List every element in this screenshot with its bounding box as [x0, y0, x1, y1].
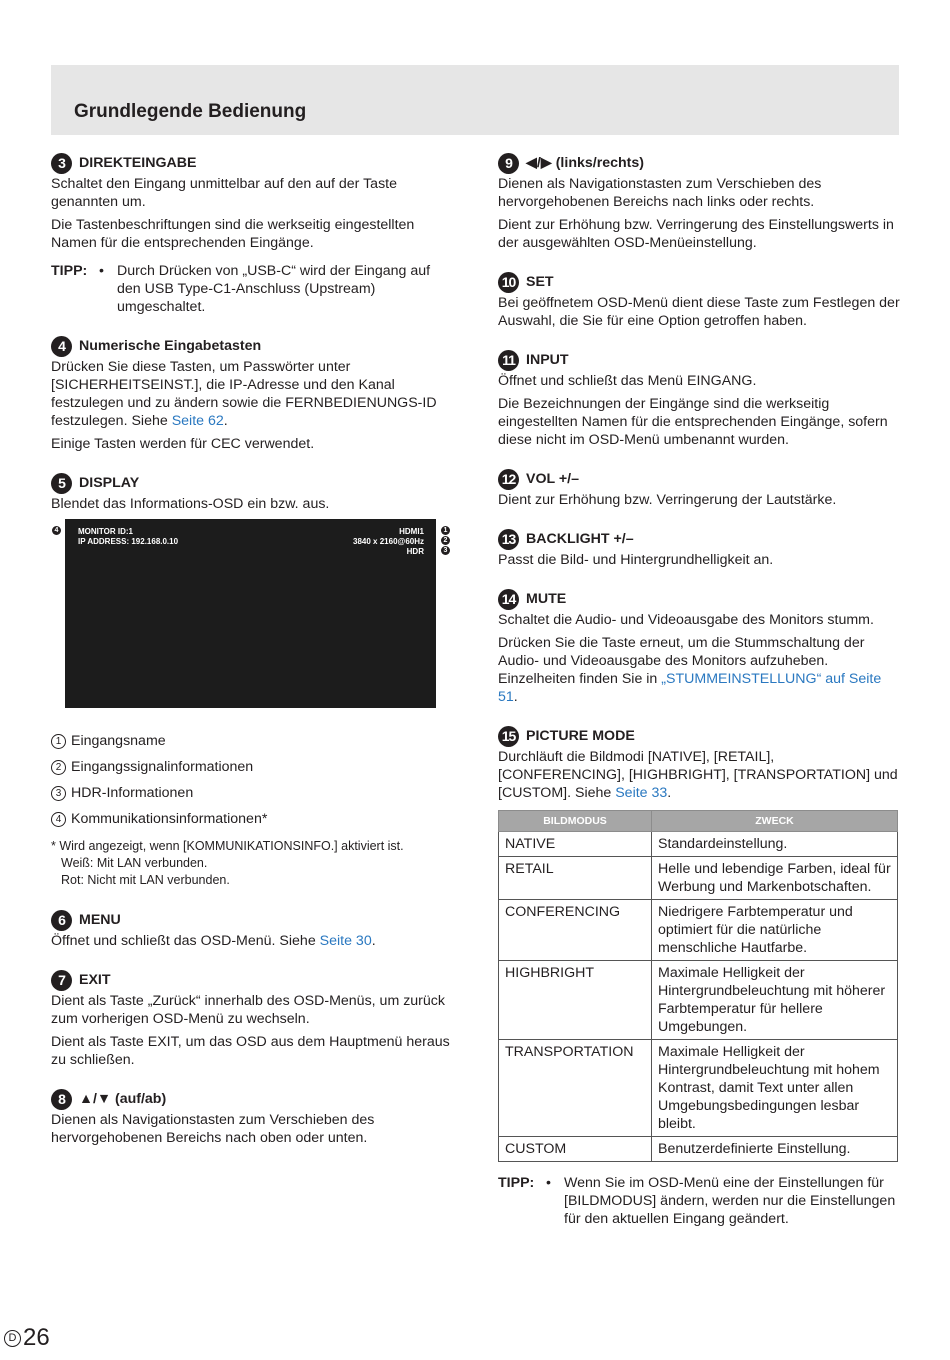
ip-address: IP ADDRESS: 192.168.0.10	[78, 537, 179, 546]
hdr-info: HDR	[406, 547, 424, 556]
text: Drücken Sie diese Tasten, um Passwörter unter [SICHERHEITSEINST.], die IP-Adresse und den Kanal festzulegen und zu ändern sowie die FERNBEDIENUNGS-ID festzulegen. Siehe	[51, 359, 437, 429]
paragraph: Einige Tasten werden für CEC verwendet.	[51, 436, 315, 452]
mode-cell: CUSTOM	[499, 1137, 652, 1162]
section-heading	[498, 528, 900, 550]
section-menu	[51, 909, 451, 950]
column-header: BILDMODUS	[499, 811, 652, 832]
number-badge: 12	[498, 469, 519, 490]
marker-2: 2	[441, 536, 450, 545]
legend-item	[51, 806, 451, 832]
legend-text: Eingangsname	[71, 733, 166, 749]
osd-right-info	[353, 527, 424, 557]
paragraph: Dient zur Erhöhung bzw. Verringerung des Einstellungswerts in der ausgewählten OSD-Menüeinstellung.	[498, 217, 894, 251]
paragraph: Schaltet den Eingang unmittelbar auf den auf der Taste genannten um.	[51, 176, 397, 210]
mode-cell: TRANSPORTATION	[499, 1040, 652, 1137]
section-heading	[498, 271, 900, 293]
page-title: Grundlegende Bedienung	[74, 101, 307, 122]
paragraph: Schaltet die Audio- und Videoausgabe des Monitors stumm.	[498, 612, 874, 628]
legend-text: HDR-Informationen	[71, 785, 194, 801]
section-title: ▲/▼ (auf/ab)	[79, 1091, 167, 1107]
purpose-cell: Maximale Helligkeit der Hintergrundbeleuchtung mit höherer Farbtemperatur für hellere Umgebungen.	[652, 961, 898, 1040]
footnote-line: * Wird angezeigt, wenn [KOMMUNIKATIONSINFO.] aktiviert ist.	[51, 839, 404, 853]
section-heading	[51, 909, 451, 931]
section-heading	[51, 335, 451, 357]
section-title: EXIT	[79, 972, 111, 988]
section-heading	[498, 725, 900, 747]
number-badge: 7	[51, 970, 72, 991]
tip-label: TIPP:	[51, 263, 88, 279]
left-column	[51, 152, 451, 1166]
section-title: SET	[526, 274, 554, 290]
paragraph: Blendet das Informations-OSD ein bzw. aus.	[51, 496, 330, 512]
text: Durchläuft die Bildmodi [NATIVE], [RETAIL], [CONFERENCING], [HIGHBRIGHT], [TRANSPORTATION] und [CUSTOM]. Siehe	[498, 749, 898, 801]
number-badge: 5	[51, 473, 72, 494]
number-badge: 15	[498, 726, 519, 747]
section-heading	[51, 152, 451, 174]
page-link[interactable]: Seite 62	[171, 413, 224, 429]
section-heading	[51, 1088, 451, 1110]
number-badge: 11	[498, 350, 519, 371]
mode-cell: NATIVE	[499, 832, 652, 857]
section-title: INPUT	[526, 352, 569, 368]
legend-text: Kommunikationsinformationen*	[71, 811, 268, 827]
table-row	[499, 1137, 898, 1162]
tip	[51, 262, 451, 316]
section-title: VOL +/–	[526, 471, 579, 487]
paragraph: Die Tastenbeschriftungen sind die werkseitig eingestellten Namen für die entsprechenden Eingänge.	[51, 217, 415, 251]
table-row	[499, 857, 898, 900]
section-backlight	[498, 528, 900, 569]
number-badge: 9	[498, 153, 519, 174]
section-exit	[51, 969, 451, 1069]
page-link[interactable]: „STUMMEINSTELLUNG“ auf Seite 51	[498, 671, 882, 705]
section-direkteingabe	[51, 152, 451, 316]
text: .	[667, 785, 672, 801]
mode-cell: RETAIL	[499, 857, 652, 900]
number-badge: 4	[51, 336, 72, 357]
section-title: DISPLAY	[79, 475, 140, 491]
purpose-cell: Benutzerdefinierte Einstellung.	[652, 1137, 898, 1162]
footnote-line: Weiß: Mit LAN verbunden.	[61, 856, 208, 870]
legend-text: Eingangssignalinformationen	[71, 759, 254, 775]
section-heading	[51, 472, 451, 494]
tip-text: Wenn Sie im OSD-Menü eine der Einstellungen für [BILDMODUS] ändern, werden nur die Einstellungen für den aktuellen Eingang geändert.	[564, 1175, 896, 1227]
section-title: Numerische Eingabetasten	[79, 338, 262, 354]
section-heading	[498, 152, 900, 174]
legend-item	[51, 754, 451, 780]
marker-4: 4	[52, 526, 61, 535]
section-heading	[498, 468, 900, 490]
section-set	[498, 271, 900, 330]
number-badge: 8	[51, 1089, 72, 1110]
text: .	[223, 413, 228, 429]
marker-1: 1	[441, 526, 450, 535]
paragraph: Die Bezeichnungen der Eingänge sind die werkseitig eingestellten Namen für die entsprechenden Eingänge, sofern diese nicht im OSD-Menü umbenannt wurden.	[498, 396, 888, 448]
paragraph: Bei geöffnetem OSD-Menü dient diese Taste zum Festlegen der Auswahl, die Sie für eine Option getroffen haben.	[498, 295, 900, 329]
section-display	[51, 472, 451, 889]
right-column	[498, 152, 900, 1247]
mode-cell: HIGHBRIGHT	[499, 961, 652, 1040]
paragraph: Passt die Bild- und Hintergrundhelligkeit an.	[498, 552, 774, 568]
bullet: •	[99, 263, 104, 279]
column-header: ZWECK	[652, 811, 898, 832]
section-title: ◀/▶ (links/rechts)	[526, 155, 645, 171]
osd-left-info	[78, 527, 178, 547]
purpose-cell: Helle und lebendige Farben, ideal für Werbung und Markenbotschaften.	[652, 857, 898, 900]
page-digits: 26	[23, 1324, 50, 1351]
tip	[498, 1174, 900, 1228]
text: .	[371, 933, 376, 949]
signal-info: 3840 x 2160@60Hz	[353, 537, 424, 546]
tip-text: Durch Drücken von „USB-C“ wird der Eingang auf den USB Type-C1-Anschluss (Upstream) umgeschaltet.	[117, 263, 431, 315]
section-title: BACKLIGHT +/–	[526, 531, 634, 547]
number-badge: 14	[498, 589, 519, 610]
legend-item	[51, 728, 451, 754]
paragraph	[51, 932, 451, 950]
text: Drücken Sie die Taste erneut, um die Stummschaltung der Audio- und Videoausgabe des Monitors aufzuheben. Einzelheiten finden Sie in	[498, 635, 865, 687]
monitor-id: MONITOR ID:1	[78, 527, 133, 536]
purpose-cell: Maximale Helligkeit der Hintergrundbeleuchtung mit hohem Kontrast, damit Text unter allen Umgebungsbedingungen lesbar bleibt.	[652, 1040, 898, 1137]
page-link[interactable]: Seite 30	[319, 933, 372, 949]
section-input	[498, 349, 900, 449]
number-badge: 13	[498, 529, 519, 550]
input-name: HDMI1	[399, 527, 424, 536]
section-numerische-eingabetasten	[51, 335, 451, 453]
marker-3: 3	[441, 546, 450, 555]
section-vol	[498, 468, 900, 509]
paragraph: Dienen als Navigationstasten zum Verschieben des hervorgehobenen Bereichs nach links oder rechts.	[498, 176, 822, 210]
footnote-line: Rot: Nicht mit LAN verbunden.	[61, 873, 230, 887]
section-title: MUTE	[526, 591, 567, 607]
paragraph: Öffnet und schließt das Menü EINGANG.	[498, 373, 757, 389]
osd-screen	[65, 519, 436, 708]
number-badge: 6	[51, 910, 72, 931]
section-auf-ab	[51, 1088, 451, 1147]
section-heading	[498, 588, 900, 610]
osd-illustration	[51, 519, 451, 716]
circled-number: 1	[51, 734, 66, 749]
circled-number: 3	[51, 786, 66, 801]
section-heading	[498, 349, 900, 371]
section-links-rechts	[498, 152, 900, 252]
picture-mode-table	[498, 810, 898, 1162]
page-link[interactable]: Seite 33	[615, 785, 668, 801]
table-row	[499, 1040, 898, 1137]
table-row	[499, 832, 898, 857]
text: Öffnet und schließt das OSD-Menü. Siehe	[51, 933, 320, 949]
tip-label: TIPP:	[498, 1175, 535, 1191]
paragraph: Dient als Taste EXIT, um das OSD aus dem Hauptmenü heraus zu schließen.	[51, 1034, 450, 1068]
legend-item	[51, 780, 451, 806]
paragraph	[51, 358, 451, 430]
table-header-row	[499, 811, 898, 832]
footnote	[51, 838, 451, 889]
section-mute	[498, 588, 900, 706]
page-number	[4, 1324, 50, 1352]
purpose-cell: Niedrigere Farbtemperatur und optimiert für die natürliche menschliche Hautfarbe.	[652, 900, 898, 961]
table-row	[499, 900, 898, 961]
bullet: •	[546, 1175, 551, 1191]
mode-cell: CONFERENCING	[499, 900, 652, 961]
text: .	[513, 689, 518, 705]
paragraph	[498, 748, 900, 802]
section-picture-mode	[498, 725, 900, 1228]
paragraph: Dient als Taste „Zurück“ innerhalb des OSD-Menüs, um zurück zum vorherigen OSD-Menü zu wechseln.	[51, 993, 445, 1027]
table-row	[499, 961, 898, 1040]
region-mark: D	[4, 1330, 21, 1347]
paragraph	[498, 634, 900, 706]
section-title: DIREKTEINGABE	[79, 155, 197, 171]
section-title: MENU	[79, 912, 121, 928]
number-badge: 10	[498, 272, 519, 293]
paragraph: Dienen als Navigationstasten zum Verschieben des hervorgehobenen Bereichs nach oben oder unten.	[51, 1112, 375, 1146]
section-title: PICTURE MODE	[526, 728, 635, 744]
circled-number: 2	[51, 760, 66, 775]
paragraph: Dient zur Erhöhung bzw. Verringerung der Lautstärke.	[498, 492, 837, 508]
number-badge: 3	[51, 153, 72, 174]
section-heading	[51, 969, 451, 991]
circled-number: 4	[51, 812, 66, 827]
purpose-cell: Standardeinstellung.	[652, 832, 898, 857]
